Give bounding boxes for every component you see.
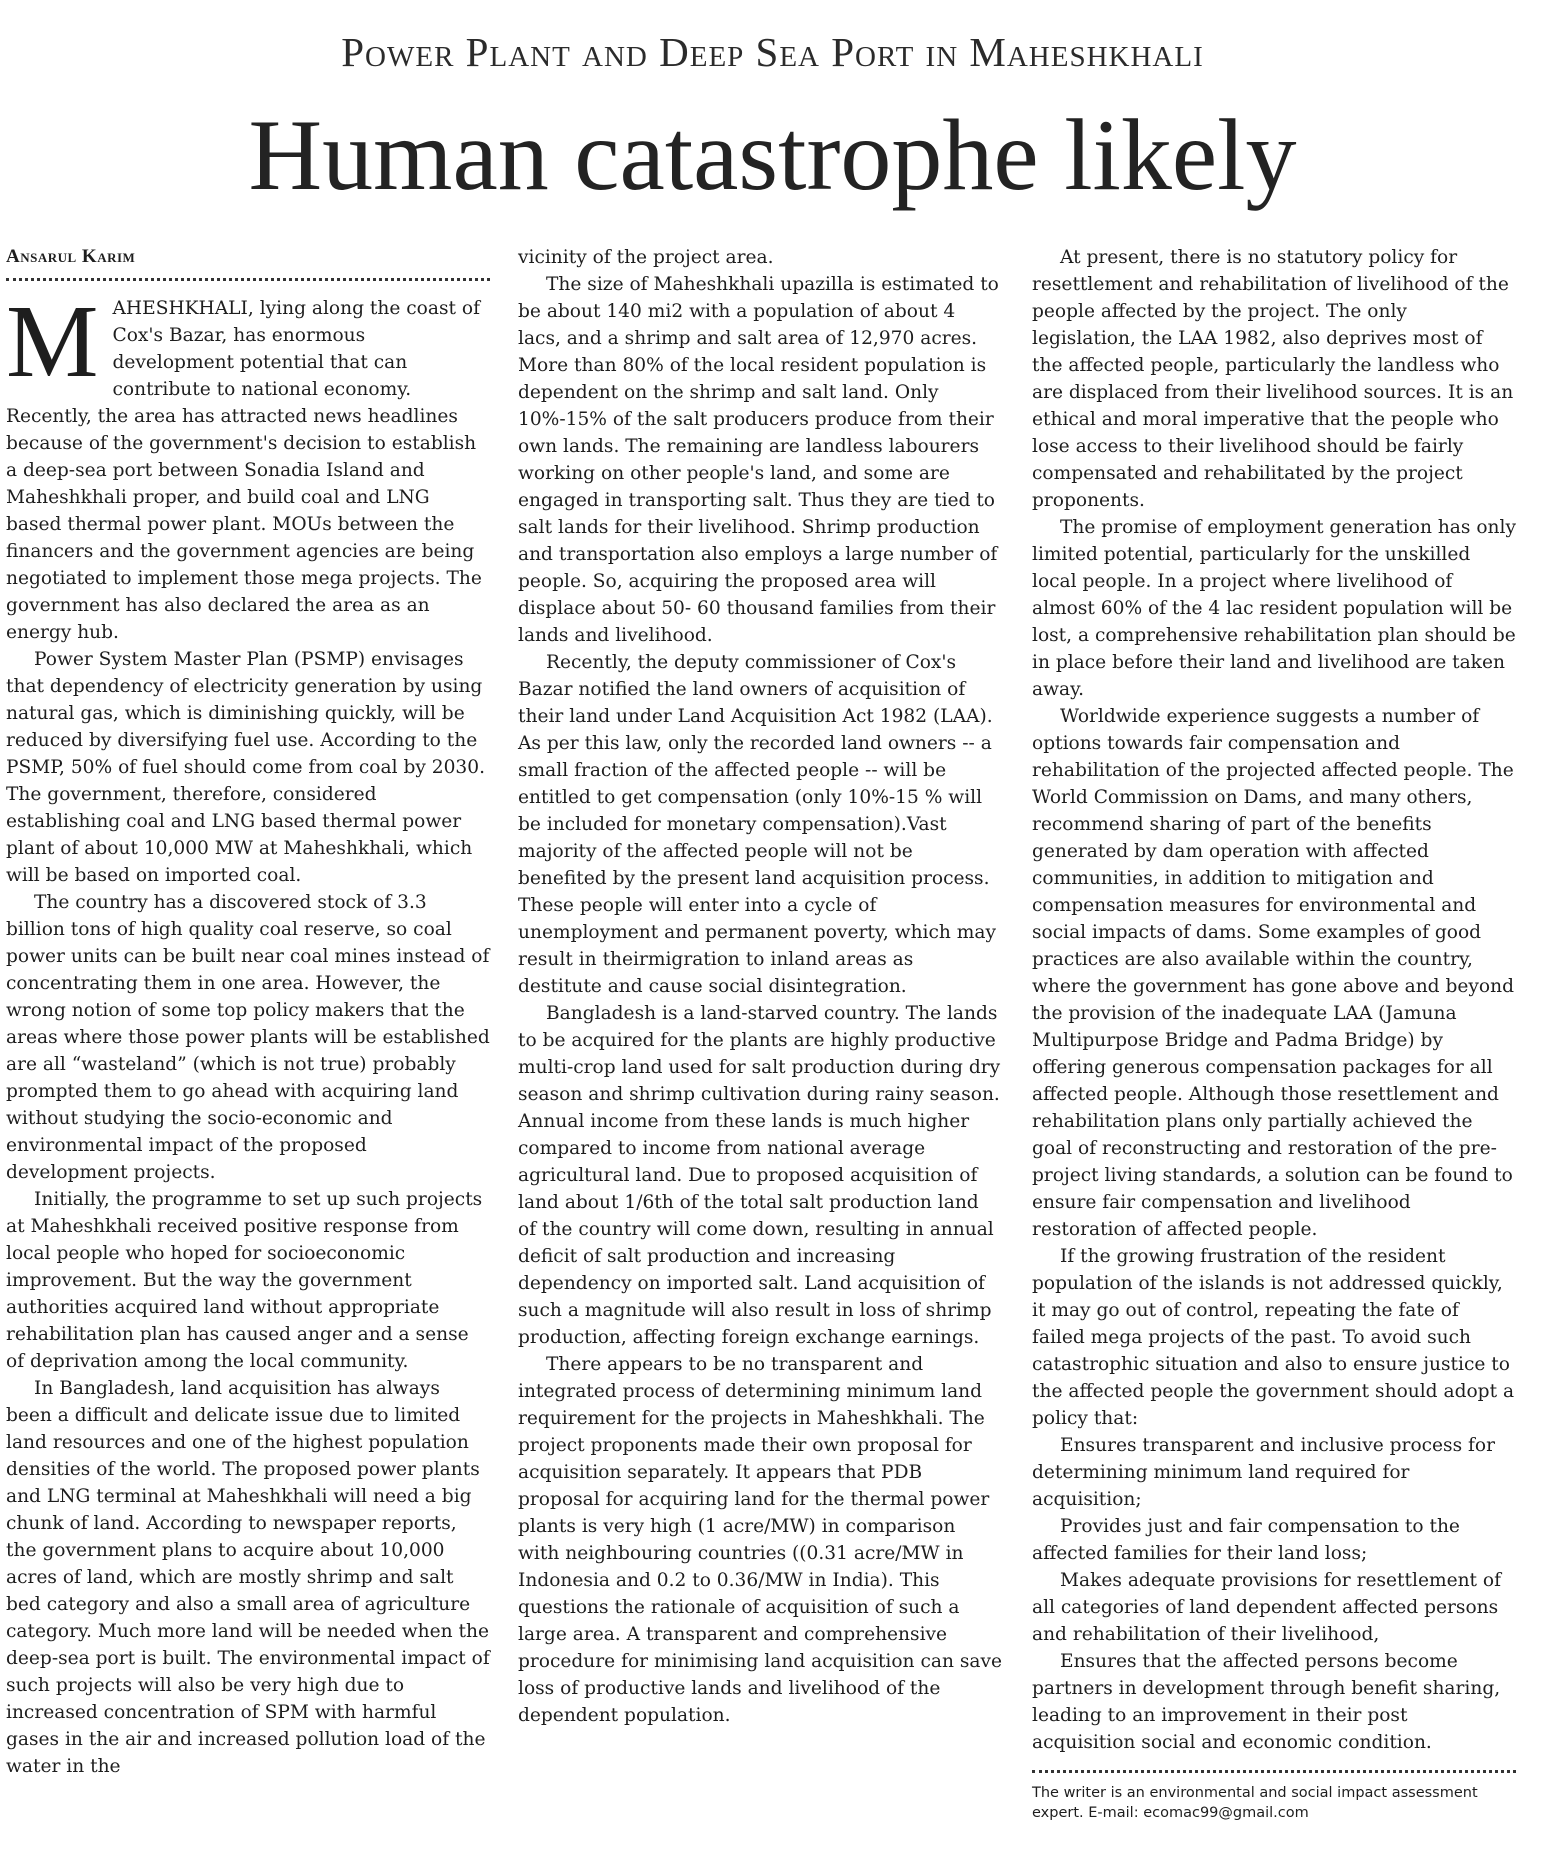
- paragraph: There appears to be no transparent and integrated process of determining minimum land requirement for the projects in Maheshkhali. The project proponents made their own proposal for acquisition separately. It appears that PDB proposal for acquiring land for the thermal power plants is very high (1 acre/MW) in comparison with neighbouring countries ((0.31 acre/MW in Indonesia and 0.2 to 0.36/MW in India). This questions the rationale of acquisition of such a large area. A transparent and comprehensive procedure for minimising land acquisition can save loss of productive lands and livelihood of the dependent population.: [518, 1354, 1002, 1726]
- paragraph: MAHESHKHALI, lying along the coast of Cox's Bazar, has enormous development potential that can contribute to national economy. Recently, the area has attracted news headlines because of the government's decision to establish a deep-sea port between Sonadia Island and Maheshkhali proper, and build coal and LNG based thermal power plant. MOUs between the financers and the government agencies are being negotiated to implement those mega projects. The government has also declared the area as an energy hub.: [6, 284, 482, 643]
- column-3: [1032, 244, 1516, 1823]
- byline-divider: [6, 278, 490, 281]
- paragraph: If the growing frustration of the resident population of the islands is not addressed quickly, it may go out of control, repeating the fate of failed mega projects of the past. To avoid such catastrophic situation and also to ensure justice to the affected people the government should adopt a policy that:: [1032, 1246, 1515, 1429]
- paragraph: Initially, the programme to set up such projects at Maheshkhali received positive response from local people who hoped for socioeconomic improvement. But the way the government authorities acquired land without appropriate rehabilitation plan has caused anger and a sense of deprivation among the local community.: [6, 1189, 483, 1372]
- paragraph: vicinity of the project area.: [518, 247, 774, 268]
- paragraph: The size of Maheshkhali upazilla is estimated to be about 140 mi2 with a population of about 4 lacs, and a shrimp and salt area of 12,970 acres. More than 80% of the local resident population is dependent on the shrimp and salt land. Only 10%-15% of the salt producers produce from their own lands. The remaining are landless labourers working on other people's land, and some are engaged in transporting salt. Thus they are tied to salt lands for their livelihood. Shrimp production and transportation also employs a large number of people. So, acquiring the proposed area will displace about 50- 60 thousand families from their lands and livelihood.: [518, 274, 999, 646]
- list-item: Ensures that the affected persons become partners in development through benefit sharing, leading to an improvement in their post acquisition social and economic condition.: [1032, 1651, 1501, 1753]
- list-item: Ensures transparent and inclusive process for determining minimum land required for acquisition;: [1032, 1435, 1496, 1510]
- paragraph: The promise of employment generation has only limited potential, particularly for the unskilled local people. In a project where livelihood of almost 60% of the 4 lac resident population will be lost, a comprehensive rehabilitation plan should be in place before their land and livelihood are taken away.: [1032, 517, 1516, 700]
- footnote-divider: [1032, 1770, 1516, 1773]
- list-item: Provides just and fair compensation to the affected families for their land loss;: [1032, 1516, 1460, 1564]
- dropcap: M: [6, 284, 99, 399]
- paragraph: The country has a discovered stock of 3.3 billion tons of high quality coal reserve, so coal power units can be built near coal mines instead of concentrating them in one area. However, the wrong notion of some top policy makers that the areas where those power plants will be established are all “wasteland” (which is not true) probably prompted them to go ahead with acquiring land without studying the socio-economic and environmental impact of the proposed development projects.: [6, 892, 490, 1183]
- paragraph: Worldwide experience suggests a number of options towards fair compensation and rehabilitation of the projected affected people. The World Commission on Dams, and many others, recommend sharing of part of the benefits generated by dam operation with affected communities, in addition to mitigation and compensation measures for environmental and social impacts of dams. Some examples of good practices are also available within the country, where the government has gone above and beyond the provision of the inadequate LAA (Jamuna Multipurpose Bridge and Padma Bridge) by offering generous compensation packages for all affected people. Although those resettlement and rehabilitation plans only partially achieved the goal of reconstructing and restoration of the pre-project living standards, a solution can be found to ensure fair compensation and livelihood restoration of affected people.: [1032, 706, 1514, 1240]
- list-item: Makes adequate provisions for resettlement of all categories of land dependent affected persons and rehabilitation of their livelihood,: [1032, 1570, 1502, 1645]
- column-2: [518, 244, 1002, 1729]
- paragraph: At present, there is no statutory policy for resettlement and rehabilitation of livelihood of the people affected by the project. The only legislation, the LAA 1982, also deprives most of the affected people, particularly the landless who are displaced from their livelihood sources. It is an ethical and moral imperative that the people who lose access to their livelihood should be fairly compensated and rehabilitated by the project proponents.: [1032, 247, 1514, 511]
- paragraph: Power System Master Plan (PSMP) envisages that dependency of electricity generation by using natural gas, which is diminishing quickly, will be reduced by diversifying fuel use. According to the PSMP, 50% of fuel should come from coal by 2030. The government, therefore, considered establishing coal and LNG based thermal power plant of about 10,000 MW at Maheshkhali, which will be based on imported coal.: [6, 649, 485, 886]
- kicker: Power Plant and Deep Sea Port in Maheshkhali: [341, 29, 1204, 75]
- paragraph: Recently, the deputy commissioner of Cox's Bazar notified the land owners of acquisition of their land under Land Acquisition Act 1982 (LAA). As per this law, only the recorded land owners -- a small fraction of the affected people -- will be entitled to get compensation (only 10%-15 % will be included for monetary compensation).Vast majority of the affected people will not be benefited by the present land acquisition process. These people will enter into a cycle of unemployment and permanent poverty, which may result in theirmigration to inland areas as destitute and cause social disintegration.: [518, 652, 997, 997]
- byline: Ansarul Karim: [6, 246, 136, 267]
- headline: Human catastrophe likely: [248, 99, 1297, 212]
- paragraph: In Bangladesh, land acquisition has always been a difficult and delicate issue due to limited land resources and one of the highest population densities of the world. The proposed power plants and LNG terminal at Maheshkhali will need a big chunk of land. According to newspaper reports, the government plans to acquire about 10,000 acres of land, which are mostly shrimp and salt bed category and also a small area of agriculture category. Much more land will be needed when the deep-sea port is built. The environmental impact of such projects will also be very high due to increased concentration of SPM with harmful gases in the air and increased pollution load of the water in the: [6, 1378, 490, 1777]
- paragraph: Bangladesh is a land-starved country. The lands to be acquired for the plants are highly productive multi-crop land used for salt production during dry season and shrimp cultivation during rainy season. Annual income from these lands is much higher compared to income from national average agricultural land. Due to proposed acquisition of land about 1/6th of the total salt production land of the country will come down, resulting in annual deficit of salt production and increasing dependency on imported salt. Land acquisition of such a magnitude will also result in loss of shrimp production, affecting foreign exchange earnings.: [518, 1003, 1001, 1348]
- author-footnote: The writer is an environmental and social impact assessment expert. E-mail: ecomac99@gmail.com: [1032, 1785, 1478, 1821]
- column-1: [6, 244, 490, 1780]
